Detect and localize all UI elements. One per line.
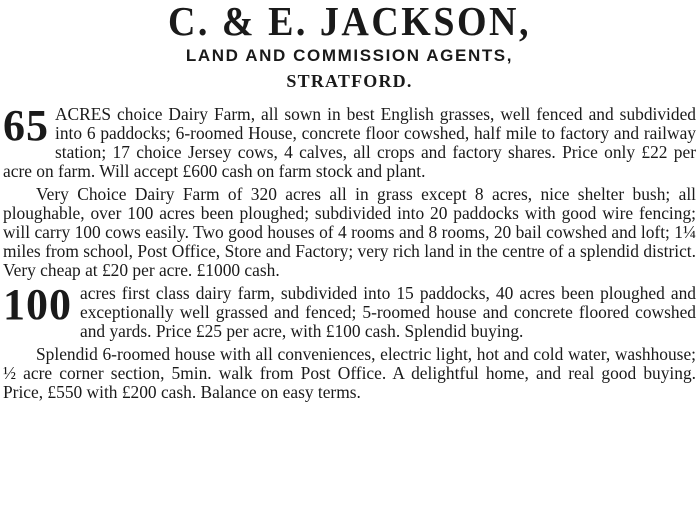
listing-320-acre-farm — [3, 185, 696, 280]
listing-lead-number: 100 — [3, 280, 72, 329]
listing-text: Splendid 6-roomed house with all conveniences, electric light, hot and cold water, washhouse; ½ acre corner section, 5min. walk from Post Office. A delightful home, and real good buying. Price, £550 with £200 cash. Balance on easy terms. — [3, 344, 696, 402]
listing-100-acre-farm — [3, 280, 696, 341]
firm-town: STRATFORD. — [286, 71, 413, 91]
listing-text: acres first class dairy farm, subdivided into 15 paddocks, 40 acres been ploughed and exceptionally well grassed and fenced; 5-roomed house and concrete floored cowshed and yards. Price £25 per acre, with £100 cash. Splendid buying. — [80, 283, 696, 341]
firm-role: LAND AND COMMISSION AGENTS, — [185, 46, 514, 65]
listing-text: ACRES choice Dairy Farm, all sown in best English grasses, well fenced and subdivided into 6 paddocks; 6-roomed House, concrete floor cowshed, half mile to factory and railway station; 17 choice Jersey cows, 4 calves, all crops and factory shares. Price only £22 per acre on farm. Will accept £600 cash on farm stock and plant. — [3, 104, 696, 181]
firm-name: C. & E. JACKSON, — [167, 0, 532, 45]
listing-house — [3, 345, 696, 402]
listing-text: Very Choice Dairy Farm of 320 acres all in grass except 8 acres, nice shelter bush; all ploughable, over 100 acres been ploughed; subdivided into 20 paddocks with good wire fencing; will carry 100 cows easily. Two good houses of 4 rooms and 8 rooms, 20 bail cowshed and loft; 1¼ miles from school, Post Office, Store and Factory; very rich land in the centre of a splendid district. Very cheap at £20 per acre. £1000 cash. — [3, 184, 696, 280]
listings — [3, 101, 696, 402]
listing-65-acre-farm — [3, 101, 696, 181]
masthead — [3, 0, 696, 93]
listing-lead-number: 65 — [3, 101, 49, 150]
